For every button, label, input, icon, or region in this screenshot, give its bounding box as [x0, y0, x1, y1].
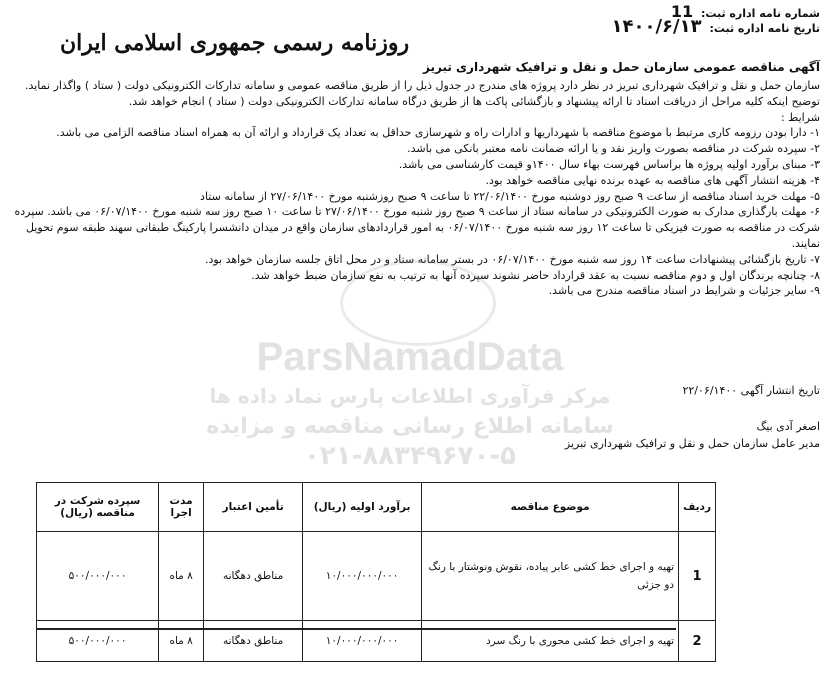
newspaper-masthead: روزنامه رسمی جمهوری اسلامی ایران [60, 30, 410, 56]
cell-subject: تهیه و اجرای خط کشی عابر پیاده، نقوش ونوشتار با رنگ دو جزئی [422, 532, 679, 621]
condition-item: ۶- مهلت بارگذاری مدارک به صورت الکترونیکی در سامانه ستاد از ساعت ۹ صبح روز شنبه مورخ ۲۷/۰۶/۱۴۰۰ تا ساعت ۱۰ صبح روز سه شنبه مورخ ۰۶/۰۷/۱۴۰۰ می باشد. سپرده شرکت در مناقصه به صورت فیزیکی تا ساعت ۱۲ روز سه شنبه مورخ ۰۶/۰۷/۱۴۰۰ به امور قراردادهای سازمان واقع در میدان دانشسرا پارکینگ طبقاتی سهند طبقه سوم تحویل نمایند. [14, 205, 820, 250]
watermark-tagline: مرکز فرآوری اطلاعات پارس نماد داده ها [209, 384, 611, 408]
condition-item: ۳- مبنای برآورد اولیه پروژه ها براساس فهرست بهاء سال ۱۴۰۰و قیمت کارشناسی می باشد. [398, 157, 820, 171]
header-estimate: برآورد اولیه (ریال) [303, 483, 422, 532]
watermark-brand: ParsNamadData [256, 335, 564, 379]
header-duration: مدت اجرا [159, 483, 204, 532]
registration-date [612, 16, 820, 37]
table-row [37, 621, 716, 662]
notice-intro: سازمان حمل و نقل و ترافیک شهرداری تبریز در نظر دارد پروژه های مندرج در جدول ذیل را از طریق مناقصه عمومی و سامانه تدارکات الکترونیکی دولت ( ستاد ) واگذار نماید. توضیح اینکه کلیه مراحل از دریافت اسناد تا ارائه پیشنهاد و بازگشائی پاکت ها از طریق درگاه سامانه تدارکات الکترونیکی دولت ( ستاد ) انجام خواهد شد. [24, 79, 820, 108]
cell-estimate: ۱۰/۰۰۰/۰۰۰/۰۰۰ [303, 621, 422, 662]
condition-item: ۸- چنانچه برندگان اول و دوم مناقصه نسبت به عقد قرارداد حاضر نشوند سپرده آنها به ترتیب به نفع سازمان ضبط خواهد شد. [251, 268, 820, 282]
cell-row-number: 2 [679, 621, 716, 662]
tender-table [36, 482, 716, 662]
signature-block [565, 418, 820, 452]
registration-date-value: ۱۴۰۰/۶/۱۳ [611, 16, 702, 37]
watermark-service: سامانه اطلاع رسانی مناقصه و مزایده [206, 414, 614, 439]
cell-duration: ۸ ماه [159, 532, 204, 621]
cell-deposit: ۵۰۰/۰۰۰/۰۰۰ [37, 532, 159, 621]
signer-name: اصغر آدی بیگ [756, 420, 820, 433]
cell-row-number: 1 [679, 532, 716, 621]
bottom-divider [36, 628, 676, 630]
cell-estimate: ۱۰/۰۰۰/۰۰۰/۰۰۰ [303, 532, 422, 621]
registration-number-label: شماره نامه اداره ثبت: [700, 7, 820, 20]
header-funding: تأمین اعتبار [204, 483, 303, 532]
condition-item: ۱- دارا بودن رزومه کاری مرتبط با موضوع مناقصه با شهرداریها و ادارات راه و شهرسازی حداقل به تعداد یک قرارداد و ارائه آن به همراه اسناد مناقصه الزامی می باشد. [56, 126, 820, 140]
cell-subject: تهیه و اجرای خط کشی محوری با رنگ سرد [422, 621, 679, 662]
registration-date-label: تاریخ نامه اداره ثبت: [709, 22, 820, 35]
signer-title: مدیر عامل سازمان حمل و نقل و ترافیک شهرداری تبریز [564, 437, 820, 450]
cell-funding: مناطق دهگانه [204, 621, 303, 662]
condition-item: ۹- سایر جزئیات و شرایط در اسناد مناقصه مندرج می باشد. [548, 284, 820, 298]
cell-duration: ۸ ماه [159, 621, 204, 662]
condition-item: ۷- تاریخ بازگشائی پیشنهادات ساعت ۱۴ روز سه شنبه مورخ ۰۶/۰۷/۱۴۰۰ در بستر سامانه ستاد و در محل اتاق جلسه سازمان خواهد بود. [204, 252, 820, 266]
header-deposit: سپرده شرکت در مناقصه (ریال) [37, 483, 159, 532]
condition-item: ۲- سپرده شرکت در مناقصه بصورت واریز نقد و یا ارائه ضمانت نامه معتبر بانکی می باشد. [407, 142, 820, 156]
registration-number-value: 11 [670, 2, 694, 21]
condition-item: ۵- مهلت خرید اسناد مناقصه از ساعت ۹ صبح روز دوشنبه مورخ ۲۲/۰۶/۱۴۰۰ تا ساعت ۹ صبح روزشنبه مورخ ۲۷/۰۶/۱۴۰۰ از سامانه ستاد [200, 189, 820, 203]
header-row-number: ردیف [679, 483, 716, 532]
watermark-phone: ۰۲۱-۸۸۳۴۹۶۷۰-۵ [303, 441, 516, 471]
notice-title: آگهی مناقصه عمومی سازمان حمل و نقل و ترافیک شهرداری تبریز [423, 60, 820, 74]
conditions-heading: شرایط : [780, 110, 820, 124]
cell-deposit: ۵۰۰/۰۰۰/۰۰۰ [37, 621, 159, 662]
cell-funding: مناطق دهگانه [204, 532, 303, 621]
condition-item: ۴- هزینه انتشار آگهی های مناقصه به عهده برنده نهایی مناقصه خواهد بود. [485, 173, 820, 187]
watermark [200, 335, 620, 471]
publication-date: تاریخ انتشار آگهی ۲۲/۰۶/۱۴۰۰ [682, 384, 820, 397]
table-header-row [37, 483, 716, 532]
header-subject: موضوع مناقصه [422, 483, 679, 532]
watermark-logo [340, 260, 496, 346]
table-row [37, 532, 716, 621]
